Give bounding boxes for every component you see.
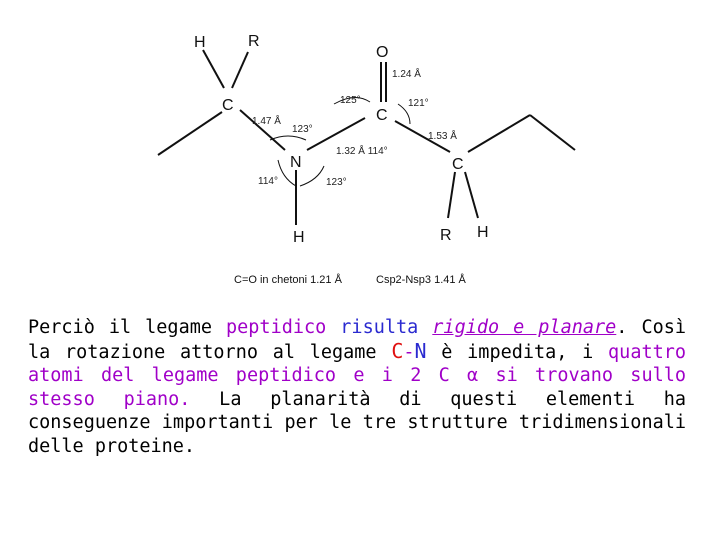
bond-r-cleft <box>232 52 248 88</box>
bond-cright-r <box>448 172 455 218</box>
text-segment: . Così la rotazione attorno al legame <box>28 317 686 363</box>
highlight-quattro-atomi: quattro atomi del legame peptidico e i 2 C α si trovano sullo stesso piano. <box>28 341 687 410</box>
atom-h-n: H <box>293 229 305 246</box>
bond-cright-tail <box>468 115 530 152</box>
highlight-dash: - <box>403 341 415 363</box>
atom-h-bottom: H <box>477 224 489 241</box>
bond-h-cleft <box>203 50 224 88</box>
label-len-147: 1.47 Å <box>252 116 281 127</box>
label-len-153: 1.53 Å <box>428 131 457 142</box>
atom-r-bottom: R <box>440 227 452 244</box>
text-segment <box>418 317 432 338</box>
text-segment <box>326 317 340 338</box>
label-co-length: 1.24 Å <box>392 69 421 80</box>
atom-h-top: H <box>194 34 206 51</box>
atom-c-carbonyl: C <box>376 107 388 124</box>
highlight-c: C <box>391 338 404 363</box>
note-csp: Csp2-Nsp3 1.41 Å <box>376 274 466 286</box>
atom-c-right: C <box>452 156 464 173</box>
atom-r-top: R <box>248 33 260 50</box>
bond-frag-right <box>530 115 575 150</box>
explanation-paragraph <box>28 316 686 458</box>
bond-cright-h <box>465 172 478 218</box>
note-ketone: C=O in chetoni 1.21 Å <box>234 274 342 286</box>
highlight-risulta: risulta <box>340 317 419 338</box>
text-segment: La planarità di questi elementi ha conseguenze importanti per le tre strutture tridimensionali delle proteine. <box>28 388 686 457</box>
text-segment: è impedita, i <box>426 341 609 363</box>
label-len-132-114: 1.32 Å 114° <box>336 146 388 157</box>
atom-n: N <box>290 154 302 171</box>
label-angle-121: 121° <box>408 98 429 109</box>
highlight-rigido-planare: rigido e planare <box>432 317 617 338</box>
atom-c-left: C <box>222 97 234 114</box>
highlight-peptidico: peptidico <box>226 317 327 338</box>
label-angle-123-bottom: 123° <box>326 177 347 188</box>
label-angle-123-top: 123° <box>292 124 313 135</box>
text-segment: Perciò il legame <box>28 317 227 338</box>
highlight-n: N <box>414 338 427 363</box>
angle-arc-123-bottom <box>300 166 324 186</box>
angle-arc-123-top <box>270 136 306 140</box>
label-angle-114: 114° <box>258 176 278 187</box>
atom-o: O <box>376 44 389 61</box>
label-angle-125: 125° <box>340 95 361 106</box>
bond-frag-left <box>158 112 222 155</box>
